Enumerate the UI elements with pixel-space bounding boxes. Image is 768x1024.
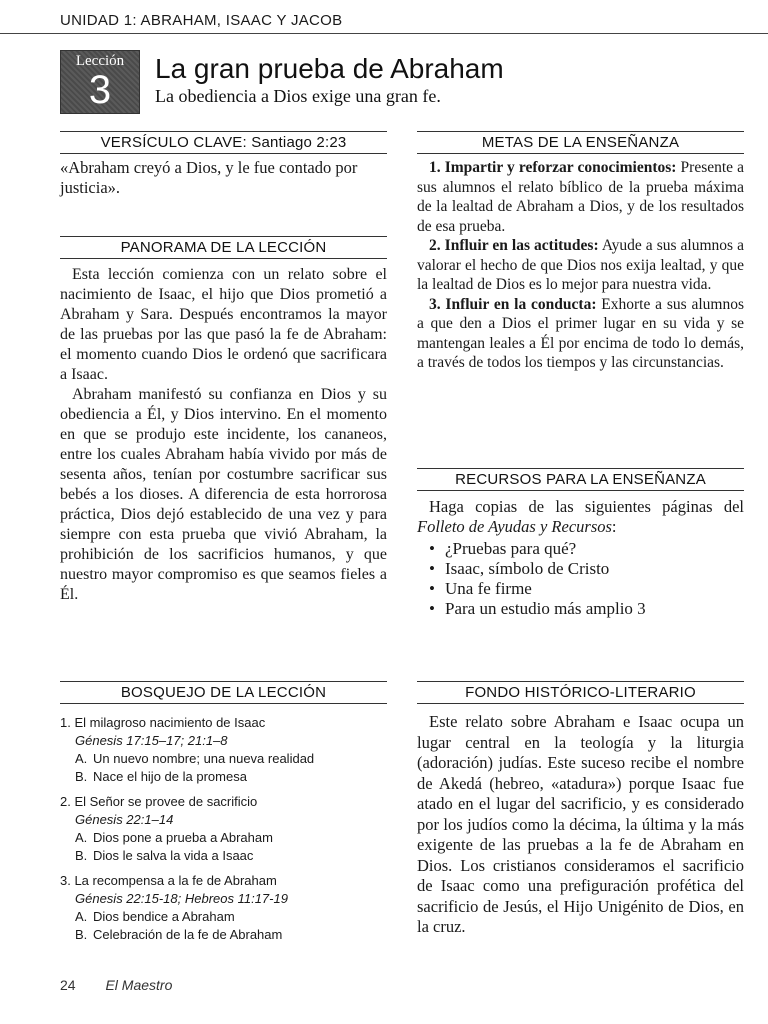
key-verse-reference: Santiago 2:23 [251,134,347,151]
goal-item: 2. Influir en las actitudes: Ayude a sus alumnos a valorar el hecho de que Dios nos exija lealtad, y que la lealtad de Dios es lo mejor para nuestra vida. [417,237,745,293]
key-verse-heading: VERSÍCULO CLAVE: Santiago 2:23 [60,131,387,154]
resource-item: • Isaac, símbolo de Cristo [429,559,744,579]
goal-item: 3. Influir en la conducta: Exhorte a sus alumnos a que den a Dios el primer lugar en su vida y se mantengan leales a Él por encima de todo lo demás, a través de todos los tiempos y las circunstancias. [417,295,744,371]
resources-section [417,468,744,619]
outline-sub-item: B. Celebración de la fe de Abraham [75,927,283,942]
resources-list [429,539,744,619]
magazine-name: El Maestro [105,977,173,993]
outline-item-ref: Génesis 22:15-18; Hebreos 11:17-19 [75,891,288,906]
outline-item [60,872,387,944]
outline-item-ref: Génesis 22:1–14 [75,812,174,827]
outline-sub-item: A. Dios bendice a Abraham [75,909,235,924]
outline-item [60,793,387,865]
unit-rule [0,33,768,34]
lesson-badge [60,50,140,114]
resource-item: • Una fe firme [429,579,744,599]
outline-item-ref: Génesis 17:15–17; 21:1–8 [75,733,228,748]
resources-book-title: Folleto de Ayudas y Recursos [417,517,612,536]
resource-item: • Para un estudio más amplio 3 [429,599,744,619]
lesson-number: 3 [88,68,112,112]
outline-sub-item: A. Un nuevo nombre; una nueva realidad [75,751,315,766]
panorama-paragraph: Esta lección comienza con un relato sobre el nacimiento de Isaac, el hijo que Dios prometió a Abraham y Sara. Después encontramos la mayor de las pruebas por las que pasó la fe de Abraham: el momento cuando Dios le ordenó que sacrificara a Isaac. [60,266,387,383]
outline-item-title: 2. El Señor se provee de sacrificio [60,794,258,809]
panorama-heading: PANORAMA DE LA LECCIÓN [60,236,387,259]
outline-sub-item: B. Dios le salva la vida a Isaac [75,848,254,863]
page-title: La gran prueba de Abraham [155,53,504,84]
outline-item-title: 3. La recompensa a la fe de Abraham [60,873,277,888]
outline-item-title: 1. El milagroso nacimiento de Isaac [60,715,266,730]
outline-list [60,714,387,944]
page-footer [60,977,172,993]
panorama-paragraph: Abraham manifestó su confianza en Dios y su obediencia a Él, y Dios intervino. En el momento en que se produjo este incidente, los cananeos, entre los cuales Abraham había vivido por más de sesenta años, tenían por costumbre sacrificar sus bebés a los dioses. A diferencia de esta horrorosa práctica, Dios dejó establecido de una vez y para siempre con esta prueba que vivió Abraham, la prohibición de los sacrificios humanos, y que nuestro mayor compromiso es que seamos fieles a Él. [60,386,387,603]
panorama-section [60,236,387,605]
goals-heading: METAS DE LA ENSEÑANZA [417,131,744,154]
page-number: 24 [60,977,76,993]
outline-sub-item: B. Nace el hijo de la promesa [75,769,247,784]
goal-item: 1. Impartir y reforzar conocimientos: Presente a sus alumnos el relato bíblico de la prueba máxima de la lealtad de Abraham a Dios, y de los resultados de esa prueba. [417,159,744,235]
outline-section [60,681,387,944]
background-section [417,681,744,938]
key-verse-text: «Abraham creyó a Dios, y le fue contado por justicia». [60,158,358,197]
goals-section [417,131,744,373]
resources-intro: Haga copias de las siguientes páginas del Folleto de Ayudas y Recursos: [417,497,744,536]
resource-item: • ¿Pruebas para qué? [429,539,744,559]
resources-heading: RECURSOS PARA LA ENSEÑANZA [417,468,744,491]
lesson-label: Lección [75,53,125,69]
outline-sub-item: A. Dios pone a prueba a Abraham [75,830,273,845]
page-subtitle: La obediencia a Dios exige una gran fe. [155,86,441,106]
key-verse-section [60,131,387,198]
outline-item [60,714,387,786]
background-heading: FONDO HISTÓRICO-LITERARIO [417,681,744,704]
outline-heading: BOSQUEJO DE LA LECCIÓN [60,681,387,704]
background-text: Este relato sobre Abraham e Isaac ocupa un lugar central en la teología y la liturgia (adoración) judías. Este suceso recibe el nombre de Akedá (hebreo, «atadura») porque Isaac fue atado en el lugar del sacrificio, y es considerado por los judíos como la décima, la última y la más exigente de las pruebas a la fe de Abraham en Dios. Los cristianos consideramos el sacrificio de Isaac como una prefiguración profética del sacrificio de Jesús, el Hijo Unigénito de Dios, en la cruz. [417,712,744,936]
unit-header: UNIDAD 1: ABRAHAM, ISAAC Y JACOB [60,12,343,29]
